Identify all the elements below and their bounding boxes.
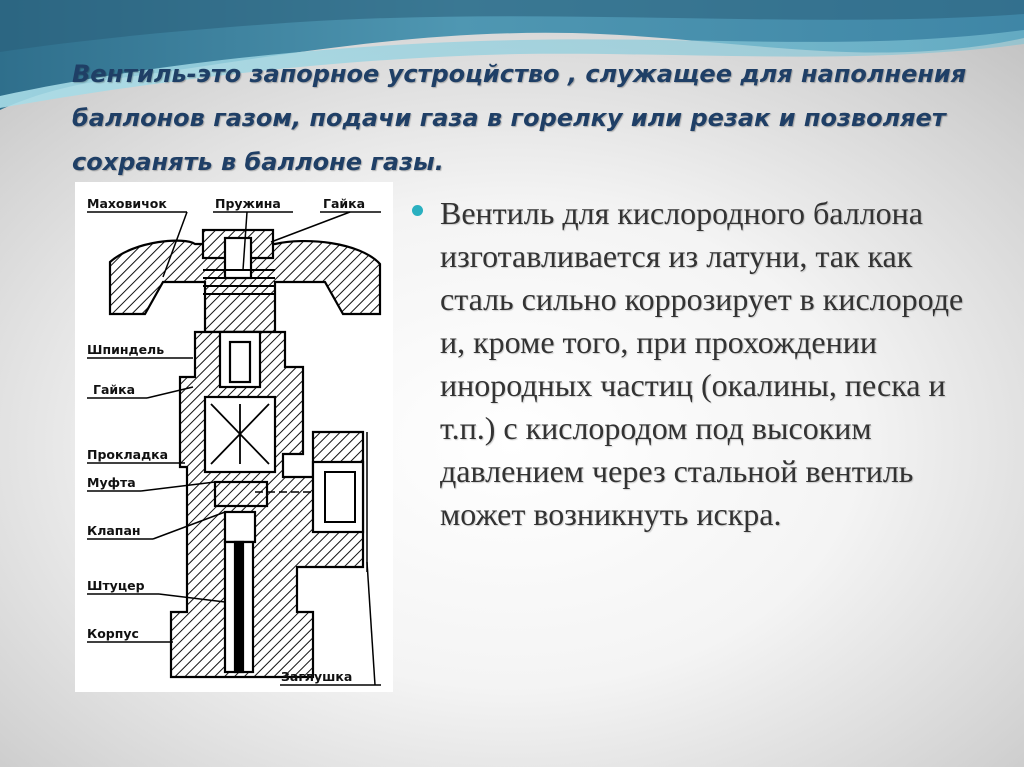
valve-diagram bbox=[75, 182, 393, 692]
bullet-dot-icon bbox=[412, 205, 423, 216]
label-spring: Пружина bbox=[215, 196, 281, 211]
bullet-item: Вентиль для кислородного баллона изготавливается из латуни, так как сталь сильно коррозирует в кислороде и, кроме того, при прохождении инородных частиц (окалины, песка и т.п.) с кислородом под высоким давлением через стальной вентиль может возникнуть искра. bbox=[440, 195, 964, 532]
label-body: Корпус bbox=[87, 626, 139, 641]
label-fitting: Штуцер bbox=[87, 578, 145, 593]
label-nut: Гайка bbox=[93, 382, 136, 397]
label-nut-top: Гайка bbox=[323, 196, 366, 211]
label-valve: Клапан bbox=[87, 523, 141, 538]
label-gasket: Прокладка bbox=[87, 447, 169, 462]
label-spindle: Шпиндель bbox=[87, 342, 165, 357]
label-handwheel: Маховичок bbox=[87, 196, 167, 211]
label-coupling: Муфта bbox=[87, 475, 136, 490]
slide-title: Вентиль-это запорное устроцйство , служащее для наполнения баллонов газом, подачи газа в горелку или резак и позволяет сохранять в баллоне газы. bbox=[72, 60, 967, 176]
label-plug: Заглушка bbox=[281, 669, 353, 684]
bullet-list bbox=[412, 192, 992, 536]
